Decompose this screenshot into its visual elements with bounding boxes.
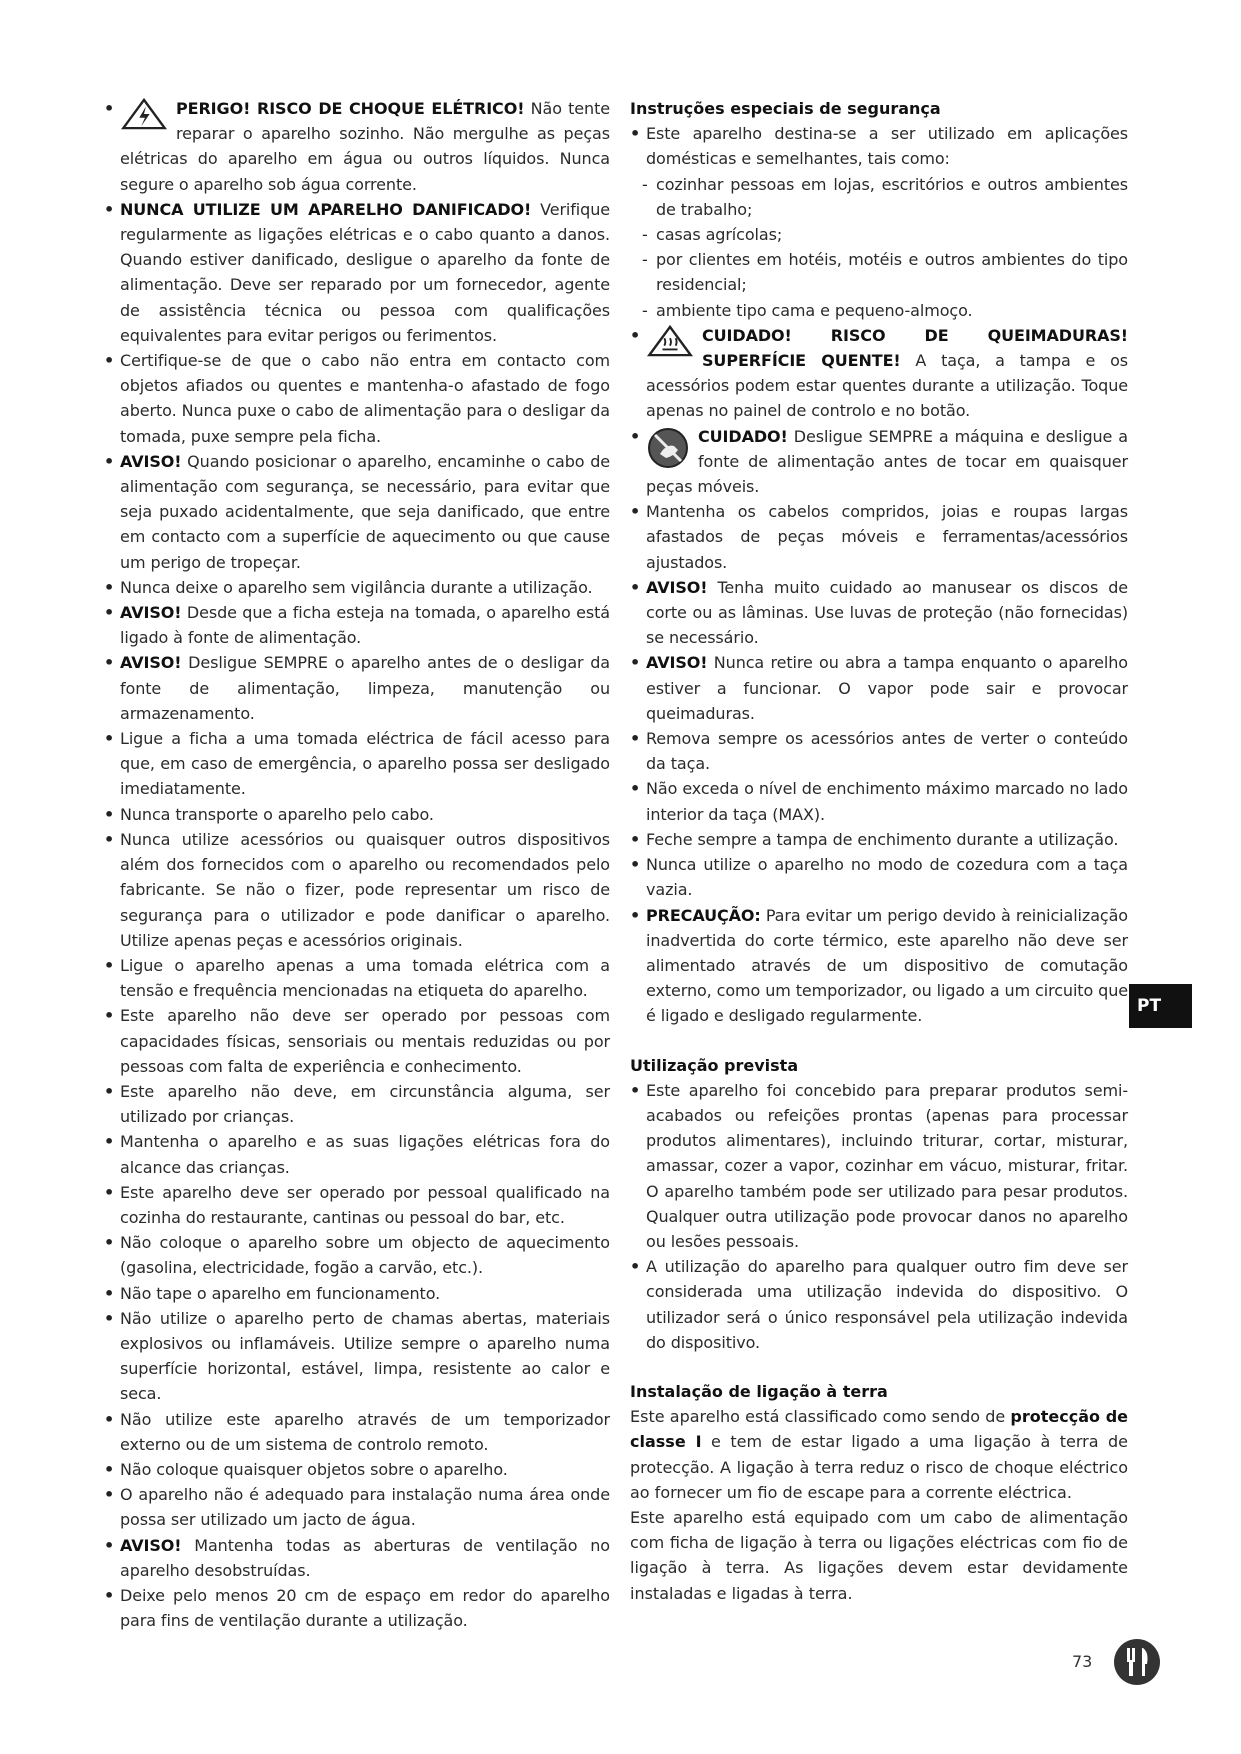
list-item: • Nunca utilize acessórios ou quaisquer outros dispositivos além dos fornecidos com o aparelho ou recomendados pelo fabricante. Se não o fizer, pode representar um risco de segurança para o utilizador e pode danificar o aparelho. Utilize apenas peças e acessórios originais. — [104, 827, 610, 953]
list-item: • Nunca deixe o aparelho sem vigilância durante a utilização. — [104, 575, 610, 600]
hot-surface-icon — [646, 325, 694, 357]
list-item: • Não exceda o nível de enchimento máximo marcado no lado interior da taça (MAX). — [630, 776, 1128, 826]
list-item: • Mantenha o aparelho e as suas ligações elétricas fora do alcance das crianças. — [104, 1129, 610, 1179]
electric-hazard-icon — [120, 98, 168, 130]
safety-section-title: Instruções especiais de segurança — [630, 99, 941, 118]
list-subitem: - ambiente tipo cama e pequeno-almoço. — [630, 298, 1128, 323]
list-item: • Nunca transporte o aparelho pelo cabo. — [104, 802, 610, 827]
list-item: • Ligue a ficha a uma tomada eléctrica de fácil acesso para que, em caso de emergência, o aparelho possa ser desligado imediatamente. — [104, 726, 610, 802]
list-item: • Deixe pelo menos 20 cm de espaço em redor do aparelho para fins de ventilação durante a utilização. — [104, 1583, 610, 1633]
list-item: • AVISO! Nunca retire ou abra a tampa enquanto o aparelho estiver a funcionar. O vapor pode sair e provocar queimaduras. — [630, 650, 1128, 726]
grounding-paragraph: Este aparelho está equipado com um cabo de alimentação com ficha de ligação à terra ou ligações eléctricas com fio de ligação à terra. As ligações devem estar devidamente instaladas e ligadas à terra. — [630, 1507, 1128, 1603]
moving-parts-icon — [646, 426, 690, 470]
list-item: • PERIGO! RISCO DE CHOQUE ELÉTRICO! Não tente reparar o aparelho sozinho. Não mergulhe as peças elétricas do aparelho em água ou outros líquidos. Nunca segure o aparelho sob água corrente. — [104, 96, 610, 197]
list-item: • Não coloque quaisquer objetos sobre o aparelho. — [104, 1457, 610, 1482]
list-item: • Não utilize este aparelho através de um temporizador externo ou de um sistema de controlo remoto. — [104, 1407, 610, 1457]
left-column — [104, 96, 610, 1633]
list-item: • AVISO! Quando posicionar o aparelho, encaminhe o cabo de alimentação com segurança, se necessário, para evitar que seja puxado acidentalmente, que seja danificado, que entre em contacto com a superfície de aquecimento ou que cause um perigo de tropeçar. — [104, 449, 610, 575]
list-item: • Certifique-se de que o cabo não entra em contacto com objetos afiados ou quentes e mantenha-o afastado de fogo aberto. Nunca puxe o cabo de alimentação para o desligar da tomada, puxe sempre pela ficha. — [104, 348, 610, 449]
list-item: • Não tape o aparelho em funcionamento. — [104, 1281, 610, 1306]
list-item: • Não coloque o aparelho sobre um objecto de aquecimento (gasolina, electricidade, fogão a carvão, etc.). — [104, 1230, 610, 1280]
list-item: • Feche sempre a tampa de enchimento durante a utilização. — [630, 827, 1128, 852]
intended-use-title: Utilização prevista — [630, 1055, 799, 1075]
moving-parts-item: • CUIDADO! Desligue SEMPRE a máquina e desligue a fonte de alimentação antes de tocar em quaisquer peças móveis. — [630, 424, 1128, 500]
list-item: • AVISO! Mantenha todas as aberturas de ventilação no aparelho desobstruídas. — [104, 1533, 610, 1583]
list-item: • Este aparelho não deve, em circunstância alguma, ser utilizado por crianças. — [104, 1079, 610, 1129]
list-item: • AVISO! Desligue SEMPRE o aparelho antes de o desligar da fonte de alimentação, limpeza, manutenção ou armazenamento. — [104, 650, 610, 726]
list-item: • AVISO! Desde que a ficha esteja na tomada, o aparelho está ligado à fonte de alimentação. — [104, 600, 610, 650]
intended-use-list — [630, 1078, 1128, 1355]
burn-warning-item: • CUIDADO! RISCO DE QUEIMADURAS! SUPERFÍCIE QUENTE! A taça, a tampa e os acessórios podem estar quentes durante a utilização. Toque apenas no painel de controlo e no botão. — [630, 323, 1128, 424]
list-item: • Nunca utilize o aparelho no modo de cozedura com a taça vazia. — [630, 852, 1128, 902]
grounding-title: Instalação de ligação à terra — [630, 1381, 888, 1401]
list-item: • A utilização do aparelho para qualquer outro fim deve ser considerada uma utilização indevida do dispositivo. O utilizador será o único responsável pela utilização indevida do dispositivo. — [630, 1254, 1128, 1355]
cutlery-logo-icon — [1113, 1638, 1161, 1686]
grounding-paragraph: Este aparelho está classificado como sendo de protecção de classe I e tem de estar ligado a uma ligação à terra de protecção. A ligação à terra reduz o risco de choque eléctrico ao fornecer um fio de escape para a corrente eléctrica. — [630, 1407, 1128, 1502]
list-item: • Mantenha os cabelos compridos, joias e roupas largas afastados de peças móveis e ferramentas/acessórios ajustados. — [630, 499, 1128, 575]
list-item: • Este aparelho deve ser operado por pessoal qualificado na cozinha do restaurante, cantinas ou pessoal do bar, etc. — [104, 1180, 610, 1230]
list-item: • AVISO! Tenha muito cuidado ao manusear os discos de corte ou as lâminas. Use luvas de proteção (não fornecidas) se necessário. — [630, 575, 1128, 651]
list-subitem: - por clientes em hotéis, motéis e outros ambientes do tipo residencial; — [630, 247, 1128, 297]
list-item: • NUNCA UTILIZE UM APARELHO DANIFICADO! Verifique regularmente as ligações elétricas e o cabo quanto a danos. Quando estiver danificado, desligue o aparelho da fonte de alimentação. Deve ser reparado por um fornecedor, agente de assistência técnica ou pessoa com qualificações equivalentes para evitar perigos ou ferimentos. — [104, 197, 610, 348]
list-item: • Remova sempre os acessórios antes de verter o conteúdo da taça. — [630, 726, 1128, 776]
list-item: • Este aparelho foi concebido para preparar produtos semi-acabados ou refeições prontas (apenas para processar produtos alimentares), incluindo triturar, cortar, misturar, amassar, cozer a vapor, cozinhar em vácuo, misturar, fritar. O aparelho também pode ser utilizado para pesar produtos. Qualquer outra utilização pode provocar danos no aparelho ou lesões pessoais. — [630, 1078, 1128, 1254]
right-column — [630, 96, 1128, 1606]
page-number: 73 — [1072, 1652, 1093, 1671]
list-subitem: - cozinhar pessoas em lojas, escritórios e outros ambientes de trabalho; — [630, 172, 1128, 222]
list-item: • PRECAUÇÃO: Para evitar um perigo devido à reinicialização inadvertida do corte térmico, este aparelho não deve ser alimentado através de um dispositivo de comutação externo, como um temporizador, ou ligado a um circuito que é ligado e desligado regularmente. — [630, 903, 1128, 1029]
list-item: • Este aparelho destina-se a ser utilizado em aplicações domésticas e semelhantes, tais como: — [630, 121, 1128, 171]
safety-list — [630, 121, 1128, 499]
language-tab: PT — [1129, 984, 1192, 1028]
list-subitem: - casas agrícolas; — [630, 222, 1128, 247]
list-item: • O aparelho não é adequado para instalação numa área onde possa ser utilizado um jacto de água. — [104, 1482, 610, 1532]
list-item: • Ligue o aparelho apenas a uma tomada elétrica com a tensão e frequência mencionadas na etiqueta do aparelho. — [104, 953, 610, 1003]
right-safety-list — [630, 499, 1128, 1028]
left-safety-list — [104, 96, 610, 1633]
list-item: • Não utilize o aparelho perto de chamas abertas, materiais explosivos ou inflamáveis. Utilize sempre o aparelho numa superfície horizontal, estável, limpa, resistente ao calor e seca. — [104, 1306, 610, 1407]
list-item: • Este aparelho não deve ser operado por pessoas com capacidades físicas, sensoriais ou mentais reduzidas ou por pessoas com falta de experiência e conhecimento. — [104, 1003, 610, 1079]
